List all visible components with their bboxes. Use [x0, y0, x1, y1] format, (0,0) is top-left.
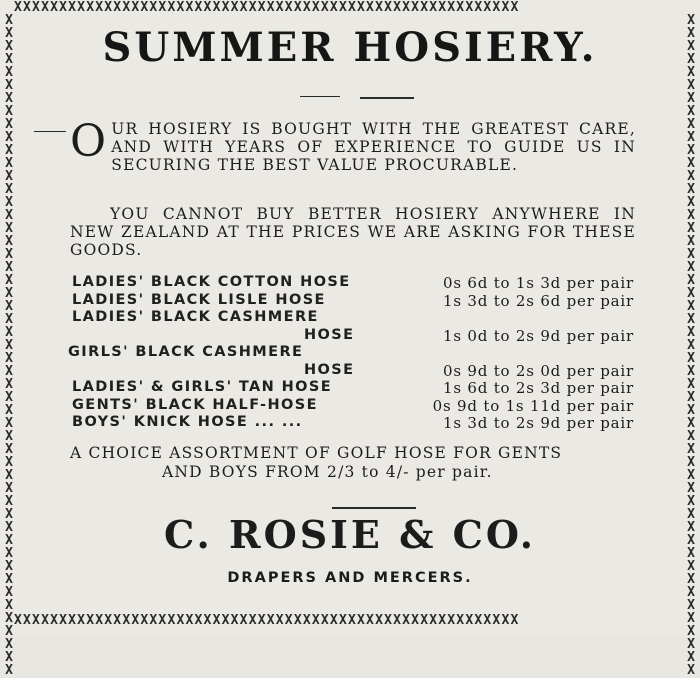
price-range: 0s 9d to 1s 11d per pair [432, 396, 634, 415]
price-item: BOYS' KNICK HOSE ... ... [72, 414, 303, 430]
drop-cap: O [70, 116, 108, 167]
decorative-border-top: XXXXXXXXXXXXXXXXXXXXXXXXXXXXXXXXXXXXXXXXXXXXXXXXXXXXXXXX [14, 0, 520, 15]
decorative-border-left: XXXXXXXXXXXXXXXXXXXXXXXXXXXXXXXXXXXXXXXXXXXXXXXXXXX [5, 13, 13, 678]
price-list [68, 274, 638, 432]
price-item: LADIES' & GIRLS' TAN HOSE [72, 379, 333, 395]
decorative-border-right: XXXXXXXXXXXXXXXXXXXXXXXXXXXXXXXXXXXXXXXXXXXXXXXXXXX [687, 13, 695, 678]
price-row-continued [68, 327, 638, 345]
golf-line-1: A CHOICE ASSORTMENT OF GOLF HOSE FOR GENTS [70, 444, 563, 462]
price-range: 0s 9d to 2s 0d per pair [442, 361, 634, 380]
price-item: GIRLS' BLACK CASHMERE [68, 344, 304, 360]
price-item-continued: HOSE [304, 361, 355, 378]
company-divider [332, 507, 416, 509]
price-row [68, 344, 638, 362]
claim-paragraph: YOU CANNOT BUY BETTER HOSIERY ANYWHERE IN NEW ZEALAND AT THE PRICES WE ARE ASKING FOR THESE GOODS. [70, 205, 636, 259]
price-item: LADIES' BLACK CASHMERE [72, 309, 319, 325]
price-row [68, 292, 638, 310]
price-row [68, 274, 638, 292]
price-item: LADIES' BLACK COTTON HOSE [72, 274, 351, 290]
price-row-continued [68, 362, 638, 380]
company-name: C. ROSIE & CO. [163, 512, 536, 557]
title-divider [360, 97, 414, 99]
golf-line-2: AND BOYS FROM 2/3 to 4/- per pair. [162, 463, 493, 481]
price-range: 1s 3d to 2s 9d per pair [442, 414, 634, 432]
intro-paragraph [70, 116, 636, 174]
price-item: LADIES' BLACK LISLE HOSE [72, 291, 326, 308]
title-divider-short [300, 96, 340, 97]
price-row [68, 414, 638, 432]
price-row [68, 309, 638, 327]
price-range: 1s 0d to 2s 9d per pair [442, 326, 634, 345]
ad-title: SUMMER HOSIERY. [102, 24, 598, 71]
price-item-continued: HOSE [304, 326, 355, 343]
paragraph-dash [34, 131, 66, 132]
price-row [68, 379, 638, 397]
price-range: 1s 6d to 2s 3d per pair [442, 379, 634, 397]
golf-hose-paragraph [70, 444, 636, 482]
price-range: 1s 3d to 2s 6d per pair [442, 291, 634, 310]
price-item: GENTS' BLACK HALF-HOSE [72, 396, 318, 413]
price-row [68, 397, 638, 415]
intro-text: UR HOSIERY IS BOUGHT WITH THE GREATEST CARE, AND WITH YEARS OF EXPERIENCE TO GUIDE US IN SECURING THE BEST VALUE PROCURABLE. [111, 120, 636, 174]
company-subtitle: DRAPERS AND MERCERS. [227, 570, 473, 586]
price-range: 0s 6d to 1s 3d per pair [442, 274, 634, 292]
decorative-border-bottom: XXXXXXXXXXXXXXXXXXXXXXXXXXXXXXXXXXXXXXXXXXXXXXXXXXXXXXXX [14, 613, 520, 628]
